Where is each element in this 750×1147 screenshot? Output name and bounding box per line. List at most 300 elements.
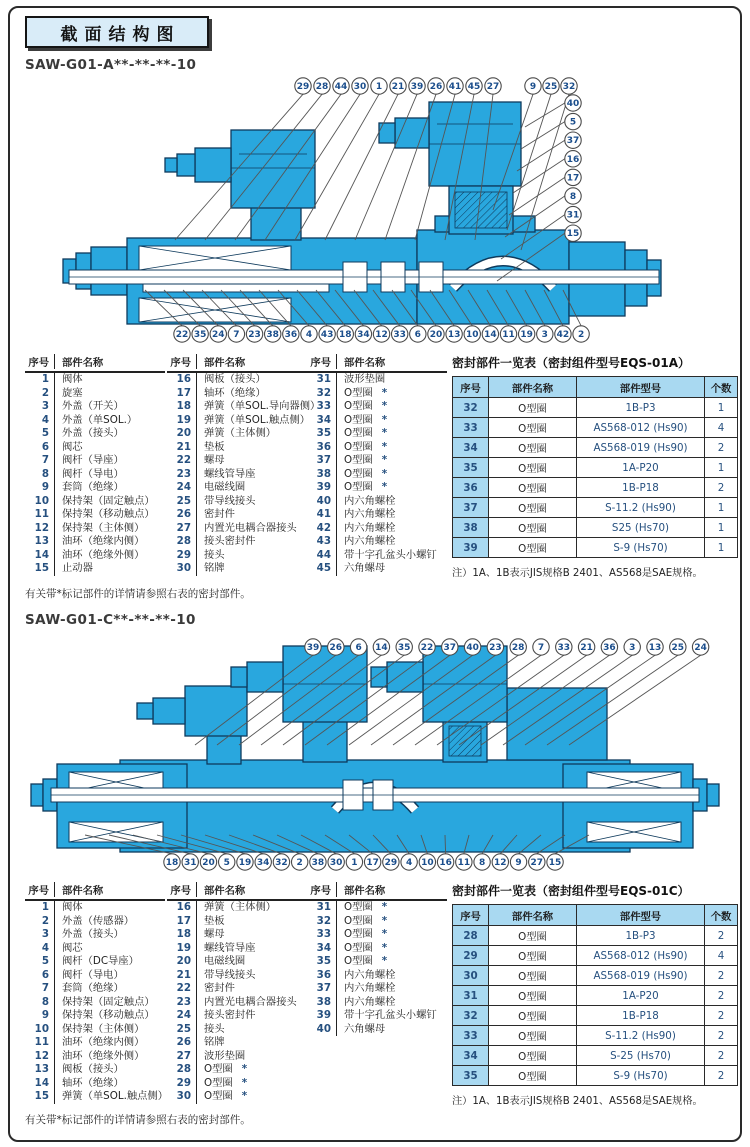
part-no: 23 (167, 996, 197, 1010)
col-header-name: 部件名称 (344, 885, 386, 897)
part-no: 31 (307, 373, 337, 387)
part-row (307, 901, 447, 915)
part-no: 30 (167, 562, 197, 576)
svg-text:37: 37 (566, 136, 580, 147)
seal-row (453, 966, 738, 986)
seal-row (453, 518, 738, 538)
part-name: 螺母 (204, 928, 225, 940)
model-label-saw-g01-c: SAW-G01-C**-**-**-10 (25, 612, 196, 628)
part-row (307, 955, 447, 969)
part-no: 27 (167, 1050, 197, 1064)
part-name: 阀体 (62, 901, 83, 913)
seal-qty: 1 (705, 518, 738, 538)
seal-qty: 1 (705, 398, 738, 418)
seal-no: 34 (453, 438, 489, 458)
part-row (25, 1023, 165, 1037)
part-name: O型圈 (344, 400, 373, 412)
seal-no: 28 (453, 926, 489, 946)
seal-no: 35 (453, 1066, 489, 1086)
part-name: 轴环（绝缘） (62, 1076, 124, 1089)
col-header-no: 序号 (307, 882, 337, 897)
part-row (167, 982, 307, 996)
seal-no: 33 (453, 1026, 489, 1046)
part-row (167, 387, 307, 401)
seal-part-model: 1B-P18 (577, 1006, 705, 1026)
part-row (167, 1077, 307, 1091)
part-no: 41 (307, 508, 337, 522)
part-row (25, 1077, 165, 1091)
part-row (307, 468, 447, 482)
seal-part-name: O型圈 (489, 1026, 577, 1046)
seal-col-header: 部件名称 (489, 377, 577, 398)
part-name: 内六角螺栓 (344, 995, 396, 1008)
seal-parts-section-a (452, 354, 738, 579)
svg-text:6: 6 (414, 330, 421, 340)
part-name: 电磁线圈 (204, 481, 246, 493)
part-no: 3 (25, 400, 55, 414)
part-no: 9 (25, 1009, 55, 1023)
part-name: O型圈 (344, 481, 373, 493)
part-row (25, 969, 165, 983)
part-name: 垫板 (204, 914, 225, 927)
svg-text:44: 44 (334, 82, 348, 92)
part-no: 10 (25, 495, 55, 509)
seal-part-model: S-11.2 (Hs90) (577, 498, 705, 518)
svg-text:12: 12 (375, 330, 388, 340)
cross-section-diagram-c (25, 630, 725, 880)
svg-text:31: 31 (566, 210, 580, 221)
svg-text:3: 3 (629, 643, 636, 653)
svg-text:42: 42 (556, 330, 570, 340)
svg-text:25: 25 (544, 82, 558, 92)
part-no: 5 (25, 427, 55, 441)
seal-part-model: 1B-P3 (577, 398, 705, 418)
svg-text:9: 9 (529, 82, 537, 92)
seal-part-name: O型圈 (489, 458, 577, 478)
svg-text:35: 35 (397, 643, 411, 653)
part-no: 16 (167, 901, 197, 915)
part-row (25, 1063, 165, 1077)
svg-text:24: 24 (212, 330, 225, 340)
part-row (25, 508, 165, 522)
svg-text:38: 38 (311, 858, 325, 868)
part-no: 17 (167, 915, 197, 929)
svg-text:27: 27 (486, 82, 500, 92)
svg-text:1: 1 (375, 82, 383, 92)
part-no: 37 (307, 982, 337, 996)
part-no: 35 (307, 955, 337, 969)
parts-list-a-col1 (25, 354, 165, 576)
seal-qty: 2 (705, 1006, 738, 1026)
part-name: 外盖（单SOL.） (62, 413, 138, 426)
part-name: O型圈 (344, 467, 373, 480)
part-no: 29 (167, 549, 197, 563)
parts-list-header (307, 882, 447, 901)
svg-text:28: 28 (315, 82, 329, 92)
col-header-name: 部件名称 (204, 357, 246, 369)
part-row (307, 427, 447, 441)
part-name: 六角螺母 (344, 562, 386, 574)
part-no: 7 (25, 982, 55, 996)
part-no: 6 (25, 441, 55, 455)
seal-row (453, 1046, 738, 1066)
part-no: 27 (167, 522, 197, 536)
parts-list-c-col3 (307, 882, 447, 1036)
part-no: 13 (25, 535, 55, 549)
part-row (167, 468, 307, 482)
part-no: 20 (167, 955, 197, 969)
part-row (167, 522, 307, 536)
part-no: 32 (307, 915, 337, 929)
part-name: 套筒（绝缘） (62, 982, 124, 994)
part-row (25, 901, 165, 915)
svg-text:32: 32 (275, 858, 288, 868)
svg-text:26: 26 (429, 82, 443, 92)
seal-row (453, 1006, 738, 1026)
seal-qty: 2 (705, 1066, 738, 1086)
seal-no: 30 (453, 966, 489, 986)
svg-text:43: 43 (320, 330, 334, 340)
svg-text:25: 25 (671, 643, 685, 653)
part-name: 带十字孔盆头小螺钉 (344, 1009, 437, 1021)
seal-row (453, 478, 738, 498)
svg-text:35: 35 (193, 330, 207, 340)
part-name: 电磁线圈 (204, 955, 246, 967)
svg-text:24: 24 (694, 643, 707, 653)
part-row (307, 996, 447, 1010)
part-name: 保持架（移动触点） (62, 1009, 155, 1021)
parts-list-c-col1 (25, 882, 169, 1104)
part-row (307, 1023, 447, 1037)
svg-text:13: 13 (447, 330, 461, 340)
part-name: 螺母 (204, 454, 225, 466)
seal-row (453, 986, 738, 1006)
seal-parts-table-a (452, 376, 738, 558)
seal-part-name: O型圈 (489, 538, 577, 558)
part-no: 39 (307, 1009, 337, 1023)
svg-text:9: 9 (515, 858, 522, 868)
part-no: 4 (25, 942, 55, 956)
part-name: 接头密封件 (204, 1009, 256, 1021)
parts-list-header (167, 882, 307, 901)
svg-text:22: 22 (420, 643, 434, 653)
parts-list-a-col2 (167, 354, 321, 576)
seal-ref-star: * (381, 914, 388, 927)
seal-no: 32 (453, 398, 489, 418)
part-no: 45 (307, 562, 337, 576)
svg-text:30: 30 (329, 858, 343, 868)
part-row (167, 535, 307, 549)
col-header-name: 部件名称 (62, 357, 104, 369)
part-row (167, 562, 307, 576)
seal-parts-section-c (452, 882, 738, 1107)
seal-ref-star: * (381, 440, 388, 453)
part-row (307, 1009, 447, 1023)
part-name: 旋塞 (62, 386, 83, 399)
part-name: O型圈 (344, 901, 373, 913)
part-no: 23 (167, 468, 197, 482)
seal-row (453, 418, 738, 438)
part-name: 保持架（移动触点） (62, 508, 155, 520)
svg-text:34: 34 (256, 858, 270, 868)
svg-text:28: 28 (511, 643, 525, 653)
part-row (25, 928, 165, 942)
part-no: 15 (25, 1090, 55, 1104)
parts-list-header (167, 354, 307, 373)
left-connector (231, 646, 367, 762)
part-row (307, 373, 447, 387)
seal-part-name: O型圈 (489, 518, 577, 538)
part-row (167, 1063, 307, 1077)
left-connector (165, 130, 315, 240)
part-name: 阀板（接头） (62, 1063, 124, 1075)
part-name: 波形垫圈 (204, 1049, 246, 1062)
part-name: 外盖（开关） (62, 400, 124, 412)
part-row (25, 387, 165, 401)
seal-qty: 2 (705, 1026, 738, 1046)
seal-qty: 1 (705, 538, 738, 558)
seal-part-name: O型圈 (489, 478, 577, 498)
svg-text:13: 13 (648, 643, 662, 653)
seal-part-model: 1A-P20 (577, 458, 705, 478)
part-no: 12 (25, 1050, 55, 1064)
seal-part-name: O型圈 (489, 926, 577, 946)
part-no: 1 (25, 373, 55, 387)
seal-ref-star: * (241, 1063, 248, 1075)
part-row (167, 373, 307, 387)
seal-table-header-row (453, 377, 738, 398)
part-name: 弹簧（主体侧） (204, 427, 277, 439)
svg-text:20: 20 (202, 858, 215, 868)
part-name: 密封件 (204, 982, 235, 994)
seal-part-model: S-25 (Hs70) (577, 1046, 705, 1066)
part-row (25, 454, 165, 468)
seal-part-name: O型圈 (489, 946, 577, 966)
seal-qty: 2 (705, 438, 738, 458)
part-row (25, 468, 165, 482)
parts-list-c-col2 (167, 882, 307, 1104)
seal-no: 39 (453, 538, 489, 558)
seal-col-header: 序号 (453, 377, 489, 398)
part-no: 24 (167, 481, 197, 495)
part-row (25, 400, 165, 414)
svg-text:14: 14 (375, 643, 388, 653)
part-name: 阀杆（导电） (62, 968, 124, 981)
part-name: 螺线管导座 (204, 941, 256, 954)
part-no: 11 (25, 508, 55, 522)
svg-text:29: 29 (384, 858, 398, 868)
part-name: 弹簧（单SOL.触点侧） (204, 413, 311, 426)
seal-part-model: S-11.2 (Hs90) (577, 1026, 705, 1046)
seal-col-header: 部件型号 (577, 905, 705, 926)
part-name: 内置光电耦合器接头 (204, 995, 297, 1008)
seal-part-name: O型圈 (489, 1046, 577, 1066)
svg-text:6: 6 (355, 643, 362, 653)
svg-text:36: 36 (603, 643, 616, 653)
seal-part-model: S25 (Hs70) (577, 518, 705, 538)
seal-part-model: S-9 (Hs70) (577, 1066, 705, 1086)
seal-col-header: 部件型号 (577, 377, 705, 398)
star-reference-note-a: 有关带*标记部件的详情请参照右表的密封部件。 (25, 588, 251, 600)
seal-part-model: AS568-012 (Hs90) (577, 418, 705, 438)
part-name: 密封件 (204, 508, 235, 520)
seal-ref-star: * (381, 928, 388, 940)
part-row (167, 1009, 307, 1023)
svg-text:17: 17 (566, 173, 580, 184)
part-name: 油环（绝缘外侧） (62, 1049, 145, 1062)
seal-ref-star: * (381, 427, 388, 439)
part-name: O型圈 (344, 427, 373, 439)
seal-part-model: 1B-P18 (577, 478, 705, 498)
part-no: 31 (307, 901, 337, 915)
part-name: O型圈 (344, 928, 373, 940)
part-no: 22 (167, 454, 197, 468)
part-no: 6 (25, 969, 55, 983)
part-row (307, 508, 447, 522)
part-row (307, 535, 447, 549)
svg-text:19: 19 (238, 858, 252, 868)
model-label-saw-g01-a: SAW-G01-A**-**-**-10 (25, 57, 197, 73)
svg-text:7: 7 (537, 643, 545, 653)
svg-text:33: 33 (557, 643, 571, 653)
part-row (25, 495, 165, 509)
part-row (167, 1090, 307, 1104)
part-name: O型圈 (344, 454, 373, 466)
part-row (167, 942, 307, 956)
seal-part-name: O型圈 (489, 986, 577, 1006)
part-row (167, 1050, 307, 1064)
svg-text:38: 38 (266, 330, 279, 340)
part-no: 37 (307, 454, 337, 468)
part-row (25, 441, 165, 455)
seal-table-title: 密封部件一览表（密封组件型号EQS-01C） (452, 884, 690, 898)
part-name: 阀板（接头） (204, 373, 266, 385)
col-header-name: 部件名称 (344, 357, 386, 369)
part-name: 油环（绝缘内侧） (62, 1036, 145, 1048)
col-header-no: 序号 (25, 354, 55, 369)
part-name: 阀芯 (62, 941, 83, 954)
seal-row (453, 1066, 738, 1086)
seal-row (453, 1026, 738, 1046)
seal-part-name: O型圈 (489, 498, 577, 518)
part-no: 25 (167, 495, 197, 509)
part-name: 内六角螺栓 (344, 521, 396, 534)
seal-part-name: O型圈 (489, 418, 577, 438)
part-row (167, 996, 307, 1010)
part-no: 24 (167, 1009, 197, 1023)
part-name: 阀体 (62, 373, 83, 385)
part-no: 42 (307, 522, 337, 536)
seal-no: 35 (453, 458, 489, 478)
seal-ref-star: * (381, 481, 388, 493)
part-name: O型圈 (344, 413, 373, 426)
part-no: 2 (25, 387, 55, 401)
part-no: 19 (167, 414, 197, 428)
seal-row (453, 438, 738, 458)
part-no: 4 (25, 414, 55, 428)
seal-part-name: O型圈 (489, 398, 577, 418)
seal-col-header: 个数 (705, 377, 738, 398)
svg-text:33: 33 (393, 330, 406, 340)
part-no: 28 (167, 535, 197, 549)
part-no: 34 (307, 942, 337, 956)
part-name: 止动器 (62, 562, 93, 574)
part-name: 保持架（固定触点） (62, 995, 155, 1008)
svg-text:29: 29 (296, 82, 310, 92)
part-name: 波形垫圈 (344, 373, 386, 385)
svg-text:8: 8 (478, 858, 486, 868)
part-row (25, 427, 165, 441)
part-name: 弹簧（单SOL.导向器侧） (204, 400, 321, 412)
part-name: 内六角螺栓 (344, 982, 396, 994)
part-no: 38 (307, 468, 337, 482)
seal-row (453, 946, 738, 966)
svg-text:41: 41 (448, 82, 462, 92)
svg-text:31: 31 (183, 858, 197, 868)
part-name: 保持架（主体侧） (62, 521, 145, 534)
col-header-name: 部件名称 (62, 885, 104, 897)
seal-no: 38 (453, 518, 489, 538)
seal-col-header: 部件名称 (489, 905, 577, 926)
part-row (25, 549, 165, 563)
svg-text:30: 30 (353, 82, 367, 92)
seal-qty: 4 (705, 418, 738, 438)
part-no: 26 (167, 1036, 197, 1050)
svg-text:17: 17 (366, 858, 379, 868)
seal-part-model: AS568-019 (Hs90) (577, 438, 705, 458)
part-name: 接头密封件 (204, 535, 256, 547)
seal-qty: 2 (705, 986, 738, 1006)
part-name: 外盖（传感器） (62, 914, 135, 927)
seal-no: 33 (453, 418, 489, 438)
svg-text:19: 19 (520, 330, 533, 340)
part-row (25, 562, 165, 576)
part-no: 8 (25, 468, 55, 482)
part-row (167, 508, 307, 522)
seal-qty: 1 (705, 498, 738, 518)
part-row (307, 387, 447, 401)
svg-text:32: 32 (562, 82, 576, 92)
part-name: 阀杆（导座） (62, 454, 124, 466)
part-row (167, 915, 307, 929)
part-no: 40 (307, 495, 337, 509)
part-row (167, 928, 307, 942)
svg-text:8: 8 (569, 192, 577, 202)
part-row (307, 942, 447, 956)
seal-qty: 2 (705, 1046, 738, 1066)
part-row (167, 454, 307, 468)
part-name: O型圈 (344, 914, 373, 927)
seal-ref-star: * (241, 1090, 248, 1102)
svg-text:10: 10 (465, 330, 479, 340)
star-reference-note-c: 有关带*标记部件的详情请参照右表的密封部件。 (25, 1114, 251, 1126)
seal-no: 31 (453, 986, 489, 1006)
part-row (25, 915, 165, 929)
part-row (167, 901, 307, 915)
parts-list-header (25, 354, 165, 373)
seal-col-header: 序号 (453, 905, 489, 926)
left-terminal-plug (137, 686, 247, 764)
svg-text:15: 15 (548, 858, 562, 868)
part-row (167, 413, 311, 428)
cross-section-diagram-a (25, 72, 725, 350)
svg-text:34: 34 (357, 330, 370, 340)
part-name: 带导线接头 (204, 494, 256, 507)
svg-text:2: 2 (577, 330, 585, 340)
part-no: 14 (25, 1077, 55, 1091)
svg-text:4: 4 (405, 858, 413, 868)
svg-text:18: 18 (338, 330, 352, 340)
